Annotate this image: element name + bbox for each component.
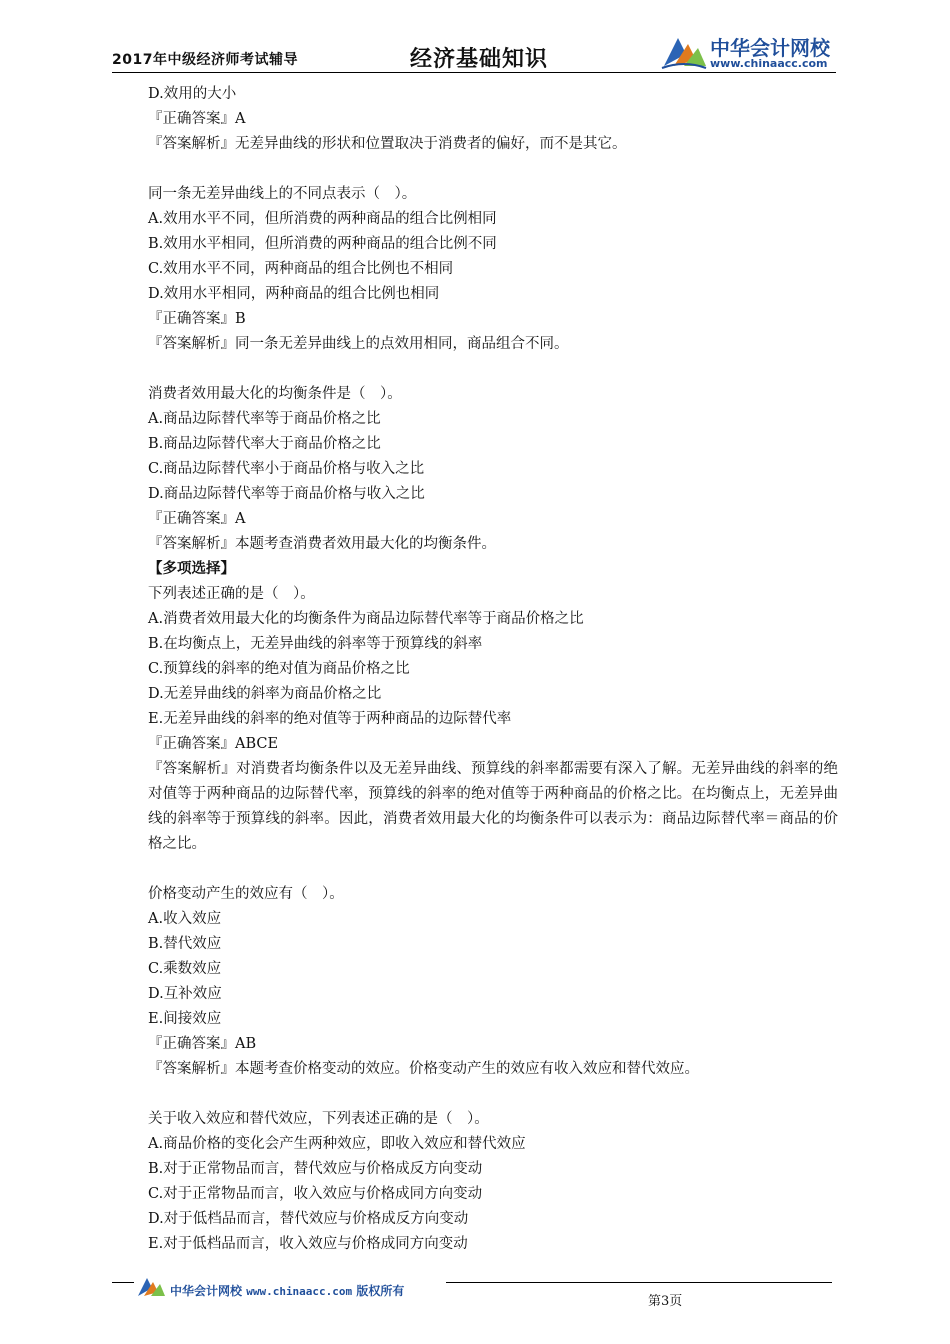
- q4-option-b: B.替代效应: [148, 936, 222, 952]
- q3-option-e: E.无差异曲线的斜率的绝对值等于两种商品的边际替代率: [148, 711, 512, 727]
- footer-url[interactable]: www.chinaacc.com: [246, 1285, 353, 1298]
- q4-option-d: D.互补效应: [148, 986, 222, 1002]
- q1-answer: 『正确答案』B: [148, 311, 246, 327]
- q4-option-a: A.收入效应: [148, 911, 222, 927]
- q3-option-b: B.在均衡点上，无差异曲线的斜率等于预算线的斜率: [148, 636, 483, 652]
- spacer: [148, 1082, 848, 1107]
- spacer: [148, 857, 848, 882]
- q1-stem: 同一条无差异曲线上的不同点表示（ ）。: [148, 186, 417, 202]
- q5-stem: 关于收入效应和替代效应，下列表述正确的是（ ）。: [148, 1111, 489, 1127]
- footer-divider: [446, 1282, 832, 1283]
- q3-option-a: A.消费者效用最大化的均衡条件为商品边际替代率等于商品价格之比: [148, 611, 584, 627]
- q3-analysis: 『答案解析』对消费者均衡条件以及无差异曲线、预算线的斜率都需要有深入了解。无差异曲线的斜率的绝对值等于两种商品的边际替代率，预算线的斜率的绝对值等于两种商品的价格之比。在均衡点上，无差异曲线的斜率等于预算线的斜率。因此，消费者效用最大化的均衡条件可以表示为：商品边际替代率＝商品的价格之比。: [148, 761, 838, 852]
- q4-option-c: C.乘数效应: [148, 961, 222, 977]
- q3-answer: 『正确答案』ABCE: [148, 736, 279, 752]
- q4-answer: 『正确答案』AB: [148, 1036, 257, 1052]
- spacer: [148, 157, 848, 182]
- q5-option-e: E.对于低档品而言，收入效应与价格成同方向变动: [148, 1236, 468, 1252]
- footer-divider-left: [112, 1282, 134, 1283]
- q1-option-d: D.效用水平相同，两种商品的组合比例也相同: [148, 286, 440, 302]
- page-footer: [0, 1270, 950, 1330]
- q0-option-d: D.效用的大小: [148, 86, 237, 102]
- q5-option-c: C.对于正常物品而言，收入效应与价格成同方向变动: [148, 1186, 483, 1202]
- q2-stem: 消费者效用最大化的均衡条件是（ ）。: [148, 386, 402, 402]
- q2-option-d: D.商品边际替代率等于商品价格与收入之比: [148, 486, 425, 502]
- q2-answer: 『正确答案』A: [148, 511, 246, 527]
- footer-rights: 版权所有: [356, 1284, 405, 1298]
- q0-answer: 『正确答案』A: [148, 111, 246, 127]
- exam-title: 2017年中级经济师考试辅导: [112, 52, 298, 68]
- footer-copyright: [170, 1282, 404, 1299]
- q5-option-b: B.对于正常物品而言，替代效应与价格成反方向变动: [148, 1161, 483, 1177]
- q5-option-a: A.商品价格的变化会产生两种效应，即收入效应和替代效应: [148, 1136, 526, 1152]
- q0-analysis: 『答案解析』无差异曲线的形状和位置取决于消费者的偏好，而不是其它。: [148, 136, 627, 152]
- q5-option-d: D.对于低档品而言，替代效应与价格成反方向变动: [148, 1211, 469, 1227]
- chinaacc-logo[interactable]: [660, 30, 840, 74]
- section-heading-multiple-choice: 【多项选择】: [148, 561, 235, 577]
- q3-option-c: C.预算线的斜率的绝对值为商品价格之比: [148, 661, 410, 677]
- chinaacc-logo-icon: [660, 32, 708, 70]
- header-divider: [112, 72, 836, 73]
- footer-brand: 中华会计网校: [170, 1284, 243, 1298]
- page-number: 第3页: [648, 1294, 683, 1309]
- q1-analysis: 『答案解析』同一条无差异曲线上的点效用相同，商品组合不同。: [148, 336, 569, 352]
- q3-stem: 下列表述正确的是（ ）。: [148, 586, 315, 602]
- spacer: [148, 357, 848, 382]
- q1-option-a: A.效用水平不同，但所消费的两种商品的组合比例相同: [148, 211, 497, 227]
- q4-option-e: E.间接效应: [148, 1011, 222, 1027]
- q4-analysis: 『答案解析』本题考查价格变动的效应。价格变动产生的效应有收入效应和替代效应。: [148, 1061, 699, 1077]
- document-body: [148, 82, 848, 1257]
- q1-option-c: C.效用水平不同，两种商品的组合比例也不相同: [148, 261, 454, 277]
- q3-option-d: D.无差异曲线的斜率为商品价格之比: [148, 686, 382, 702]
- page-header: [0, 0, 950, 80]
- q1-option-b: B.效用水平相同，但所消费的两种商品的组合比例不同: [148, 236, 497, 252]
- subject-title: 经济基础知识: [410, 47, 549, 72]
- q4-stem: 价格变动产生的效应有（ ）。: [148, 886, 344, 902]
- chinaacc-footer-logo-icon: [136, 1274, 166, 1298]
- logo-url: www.chinaacc.com: [710, 57, 828, 70]
- q2-analysis: 『答案解析』本题考查消费者效用最大化的均衡条件。: [148, 536, 496, 552]
- q2-option-b: B.商品边际替代率大于商品价格之比: [148, 436, 381, 452]
- q2-option-c: C.商品边际替代率小于商品价格与收入之比: [148, 461, 425, 477]
- logo-brand-name: 中华会计网校: [710, 36, 830, 60]
- q2-option-a: A.商品边际替代率等于商品价格之比: [148, 411, 381, 427]
